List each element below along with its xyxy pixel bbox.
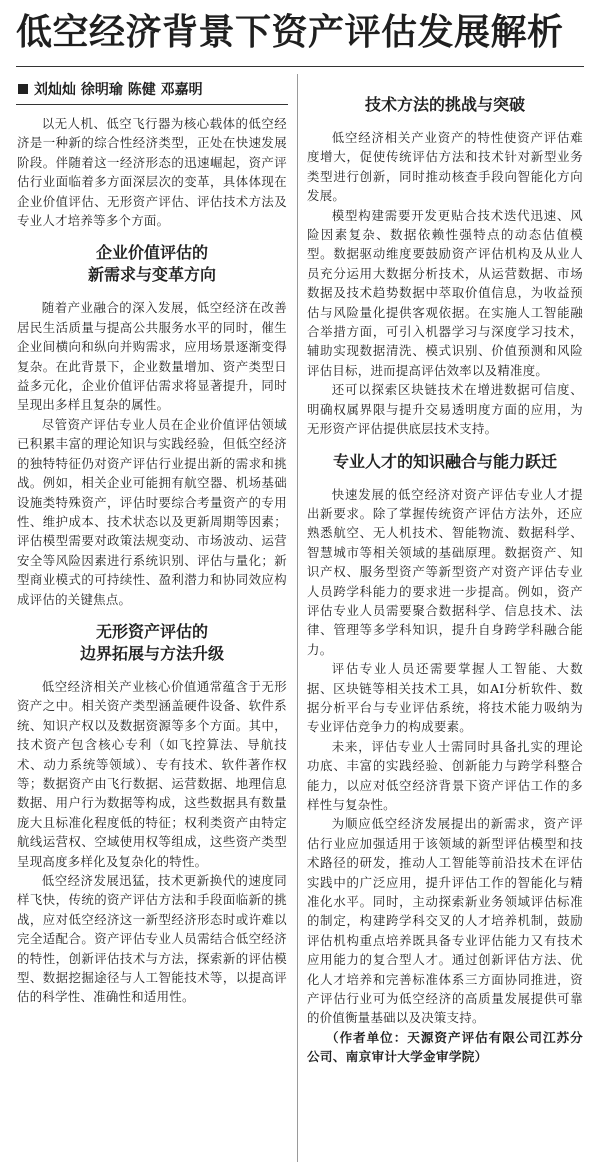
body-paragraph: 低空经济相关产业资产的特性使资产评估难度增大，促使传统评估方法和技术针对新型业务类型进行创新，同时推动核查手段向智能化方向发展。 (307, 130, 583, 204)
heading-line: 边界拓展与方法升级 (79, 643, 224, 663)
heading-line: 专业人才的知识融合与能力跃迁 (332, 451, 557, 471)
column-divider (297, 74, 298, 1162)
body-paragraph: 模型构建需要开发更贴合技术迭代迅速、风险因素复杂、数据依赖性强特点的动态估值模型。数据驱动维度要鼓励资产评估机构及从业人员充分运用大数据分析技术，从运营数据、市场数据及技术趋势数据中萃取价值信息，为收益预估与风险量化提供客观依据。在实施人工智能融合举措方面，可引入机器学习与深度学习技术，辅助实现数据清洗、模式识别、价值预测和风险评估目标，进而提高评估效率以及精准度。 (307, 207, 583, 378)
heading-line: 新需求与变革方向 (87, 265, 216, 285)
body-paragraph: 还可以探索区块链技术在增进数据可信度、明确权属界限与提升交易透明度方面的应用，为无形资产评估提供底层技术支持。 (307, 382, 583, 437)
body-paragraph: 尽管资产评估专业人员在企业价值评估领域已积累丰富的理论知识与实践经验，但低空经济的独特特征仍对资产评估行业提出新的需求和挑战。例如，相关企业可能拥有航空器、机场基础设施类特殊资产，评估时要综合考量资产的专用性、维护成本、技术状态以及更新周期等因素；评估模型需要对政策法规变动、市场波动、运营安全等风险因素进行系统识别、评估与量化；新型商业模式的可持续性、盈利潜力和协同效应构成评估的关键焦点。 (17, 416, 287, 607)
section-heading-professional-talent (307, 439, 583, 485)
byline (18, 80, 288, 100)
heading-line: 技术方法的挑战与突破 (364, 95, 525, 114)
left-column (17, 108, 287, 1166)
body-paragraph: 快速发展的低空经济对资产评估专业人才提出新要求。除了掌握传统资产评估方法外，还应熟悉航空、无人机技术、智能物流、数据科学、智慧城市等相关领域的基础原理。数据资产、知识产权、服务型资产等新型资产对资产评估专业人员跨学科能力的要求进一步提高。例如，资产评估专业人员需要聚合数据科学、信息技术、法律、管理等多学科知识，提升自身跨学科融合能力。 (307, 486, 583, 657)
authors: 刘灿灿 徐明瑜 陈健 邓嘉明 (34, 82, 203, 98)
body-paragraph: 低空经济发展迅猛，技术更新换代的速度同样飞快，传统的资产评估方法和手段面临新的挑战，应对低空经济这一新型经济形态时或许难以完全适配合。资产评估专业人员需结合低空经济的特性，创新评估技术与方法，探索新的评估模型、数据挖掘途径与人工智能技术等，以提高评估的科学性、准确性和适用性。 (17, 873, 287, 1005)
author-affiliation: （作者单位：天源资产评估有限公司江苏分公司、南京审计大学金审学院） (307, 1029, 583, 1065)
heading-line: 企业价值评估的 (95, 243, 208, 263)
body-paragraph: 评估专业人员还需要掌握人工智能、大数据、区块链等相关技术工具，如AI分析软件、数据分析平台与专业评估系统，将技术能力吸纳为专业评估竞争力的构成要素。 (307, 661, 583, 735)
article-title: 低空经济背景下资产评估发展解析 (16, 12, 564, 53)
heading-line: 无形资产评估的 (95, 621, 208, 641)
body-paragraph: 低空经济相关产业核心价值通常蕴含于无形资产之中。相关资产类型涵盖硬件设备、软件系统、知识产权以及数据资源等多个方面。其中，技术资产包含核心专利（如飞控算法、导航技术、动力系统等领域）、专有技术、软件著作权等；数据资产由飞行数据、运营数据、地理信息数据、用户行为数据等构成，这些数据具有数量庞大且标准化程度低的特征；权利类资产由特定航线运营权、空域使用权等组成，这些资产类型呈现高度多样化及复杂化的特性。 (17, 678, 287, 869)
section-heading-enterprise-valuation (17, 230, 287, 298)
right-column (307, 86, 583, 1166)
section-heading-intangible-assets (17, 609, 287, 677)
byline-square-icon (18, 84, 28, 94)
body-paragraph: 随着产业融合的深入发展，低空经济在改善居民生活质量与提高公共服务水平的同时，催生企业间横向和纵向并购需求，应用场景逐渐变得复杂。在此背景下，企业数量增加、资产类型日益多元化，企业价值评估需求将显著提升，同时呈现出多样且复杂的属性。 (17, 300, 287, 413)
body-paragraph: 为顺应低空经济发展提出的新需求，资产评估行业应加强适用于该领域的新型评估模型和技术路径的研发，推动人工智能等前沿技术在评估实践中的广泛应用，提升评估工作的智能化与精准化水平。同时，主动探索新业务领域评估标准的制定，构建跨学科交叉的人才培养机制，鼓励评估机构重点培养既具备专业评估能力又有技术应用能力的复合型人才。通过创新评估方法、优化人才培养和完善标准体系三方面协同推进，资产评估行业可为低空经济的高质量发展提供可靠的价值衡量基础以及决策支持。 (307, 816, 583, 1026)
byline-divider (16, 104, 288, 105)
body-paragraph: 未来，评估专业人士需同时具备扎实的理论功底、丰富的实践经验、创新能力与跨学科整合能力，以应对低空经济背景下资产评估工作的多样性与复杂性。 (307, 738, 583, 812)
title-divider (16, 66, 584, 67)
section-heading-technical-methods (307, 86, 583, 128)
intro-paragraph: 以无人机、低空飞行器为核心载体的低空经济是一种新的综合性经济类型，正处在快速发展阶段。伴随着这一经济形态的迅速崛起，资产评估行业面临着多方面深层次的变革，具体体现在企业价值评估、无形资产评估、评估技术方法及专业人才培养等多个方面。 (17, 116, 287, 229)
